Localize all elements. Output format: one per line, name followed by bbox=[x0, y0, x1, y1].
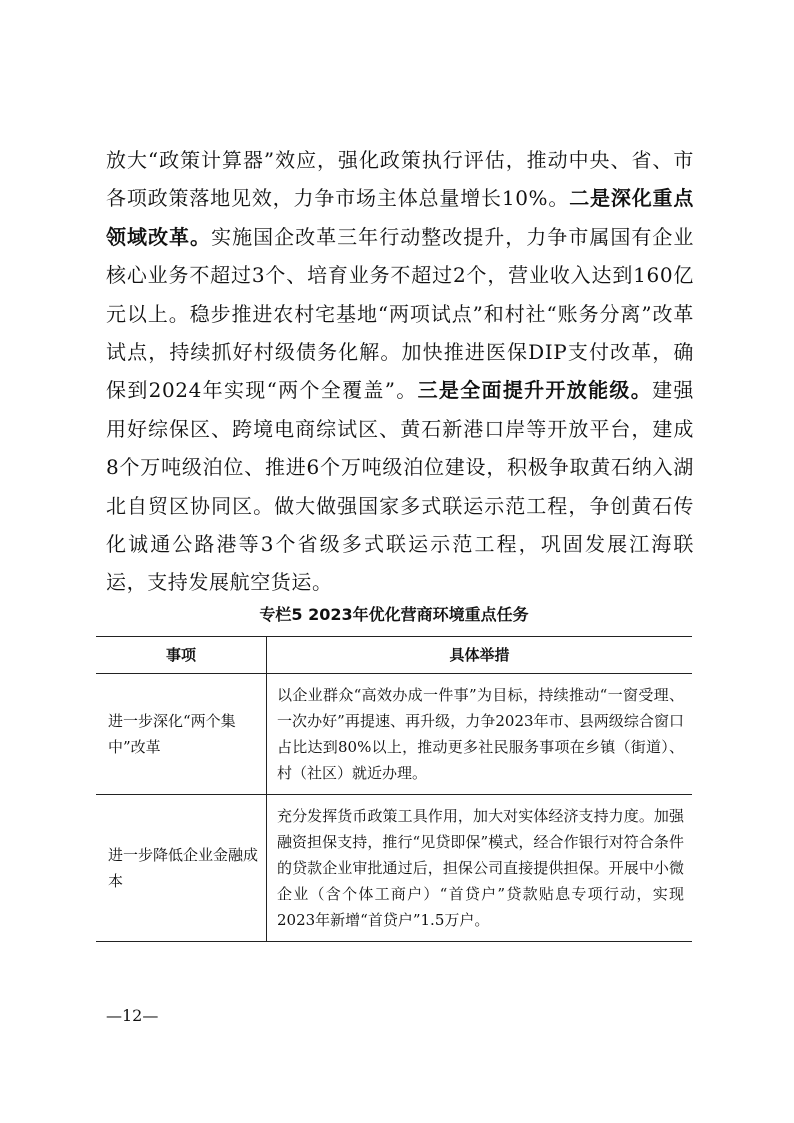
row-measure: 以企业群众“高效办成一件事”为目标，持续推动“一窗受理、一次办好”再提速、再升级，力争2023年市、县两级综合窗口占比达到80%以上，推动更多社民服务事项在乡镇（街道）、村（社区）就近办理。 bbox=[267, 674, 693, 795]
table-header-row bbox=[96, 637, 692, 674]
column-header-item: 事项 bbox=[96, 637, 267, 674]
table-caption: 专栏5 2023年优化营商环境重点任务 bbox=[259, 605, 529, 624]
row-item: 进一步深化“两个集中”改革 bbox=[96, 674, 267, 795]
task-table bbox=[96, 636, 692, 942]
column-header-measure: 具体举措 bbox=[267, 637, 693, 674]
row-item: 进一步降低企业金融成本 bbox=[96, 795, 267, 942]
row-measure: 充分发挥货币政策工具作用，加大对实体经济支持力度。加强融资担保支持，推行“见贷即保”模式，经合作银行对符合条件的贷款企业审批通过后，担保公司直接提供担保。开展中小微企业（含个体工商户）“首贷户”贷款贴息专项行动，实现2023年新增“首贷户”1.5万户。 bbox=[267, 795, 693, 942]
table-row bbox=[96, 795, 692, 942]
body-text-2: 实施国企改革三年行动整改提升，力争市属国有企业核心业务不超过3个、培育业务不超过2个，营业收入达到160亿元以上。稳步推进农村宅基地“两项试点”和村社“账务分离”改革试点，持续抓好村级债务化解。加快推进医保DIP支付改革，确保到2024年实现“两个全覆盖”。 bbox=[106, 224, 694, 403]
body-text-3: 建强用好综保区、跨境电商综试区、黄石新港口岸等开放平台，建成8个万吨级泊位、推进6个万吨级泊位建设，积极争取黄石纳入湖北自贸区协同区。做大做强国家多式联运示范工程，争创黄石传化诚通公路港等3个省级多式联运示范工程，巩固发展江海联运，支持发展航空货运。 bbox=[106, 378, 694, 595]
table-row bbox=[96, 674, 692, 795]
heading-open-up: 三是全面提升开放能级。 bbox=[417, 378, 653, 403]
heading-deepen-reform: 二是深化重点领域改革。 bbox=[106, 186, 694, 249]
page-number: —12— bbox=[106, 1006, 159, 1025]
body-paragraph bbox=[106, 141, 694, 602]
body-text-1: 放大“政策计算器”效应，强化政策执行评估，推动中央、省、市各项政策落地见效，力争市场主体总量增长10%。 bbox=[106, 148, 694, 211]
